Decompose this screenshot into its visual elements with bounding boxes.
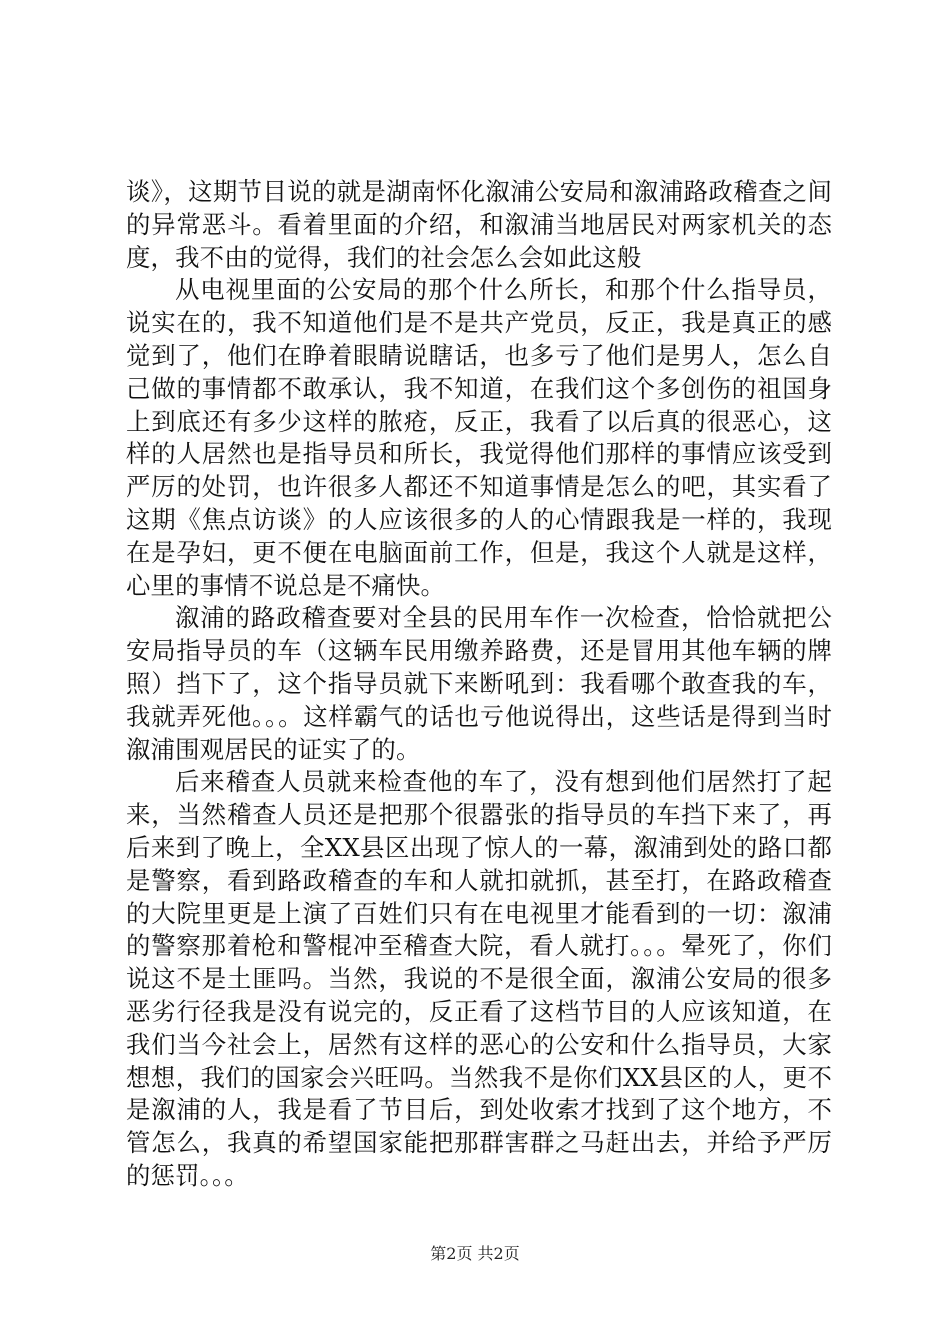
paragraph-1: 谈》，这期节目说的就是湖南怀化溆浦公安局和溆浦路政稽查之间的异常恶斗。看着里面的介绍，和溆浦当地居民对两家机关的态度，我不由的觉得，我们的社会怎么会如此这般 xyxy=(126,177,832,272)
paragraph-4: 后来稽查人员就来检查他的车了，没有想到他们居然打了起来，当然稽查人员还是把那个很嚣张的指导员的车挡下来了，再后来到了晚上，全XX县区出现了惊人的一幕，溆浦到处的路口都是警察，看到路政稽查的车和人就扣就抓，甚至打，在路政稽查的大院里更是上演了百姓们只有在电视里才能看到的一切：溆浦的警察那着枪和警棍冲至稽查大院，看人就打。。。晕死了，你们说这不是土匪吗。当然，我说的不是很全面，溆浦公安局的很多恶劣行径我是没有说完的，反正看了这档节目的人应该知道，在我们当今社会上，居然有这样的恶心的公安和什么指导员，大家想想，我们的国家会兴旺吗。当然我不是你们XX县区的人，更不是溆浦的人，我是看了节目后，到处收索才找到了这个地方，不管怎么，我真的希望国家能把那群害群之马赶出去，并给予严厉的惩罚。。。 xyxy=(126,767,832,1190)
document-body xyxy=(126,176,832,1193)
paragraph-3: 溆浦的路政稽查要对全县的民用车作一次检查，恰恰就把公安局指导员的车（这辆车民用缴养路费，还是冒用其他车辆的牌照）挡下了，这个指导员就下来断吼到：我看哪个敢查我的车，我就弄死他。。。这样霸气的话也亏他说得出，这些话是得到当时溆浦围观居民的证实了的。 xyxy=(126,603,832,764)
paragraph-2: 从电视里面的公安局的那个什么所长，和那个什么指导员，说实在的，我不知道他们是不是共产党员，反正，我是真正的感觉到了，他们在睁着眼睛说瞎话，也多亏了他们是男人，怎么自己做的事情都不敢承认，我不知道，在我们这个多创伤的祖国身上到底还有多少这样的脓疮，反正，我看了以后真的很恶心，这样的人居然也是指导员和所长，我觉得他们那样的事情应该受到严厉的处罚，也许很多人都还不知道事情是怎么的吧，其实看了这期《焦点访谈》的人应该很多的人的心情跟我是一样的，我现在是孕妇，更不便在电脑面前工作，但是，我这个人就是这样，心里的事情不说总是不痛快。 xyxy=(126,275,832,600)
page-number-footer: 第2页 共2页 xyxy=(430,1244,520,1263)
